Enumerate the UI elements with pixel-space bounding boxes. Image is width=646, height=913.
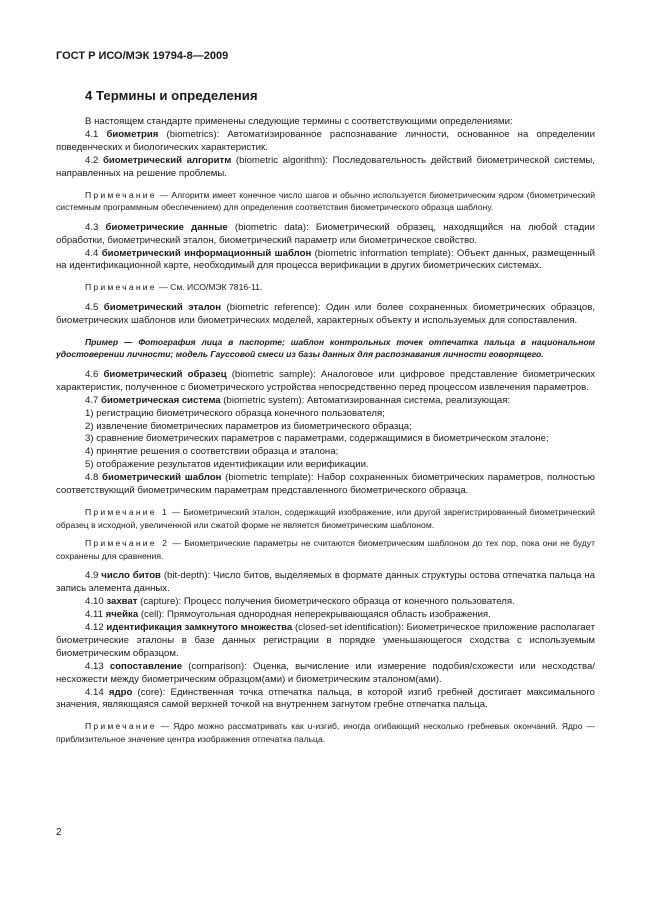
note-4-8-2 bbox=[56, 537, 595, 562]
term-number: 4.9 bbox=[85, 570, 102, 582]
term-name: биометрический информационный шаблон bbox=[101, 247, 312, 259]
example-4-5: Пример — Фотография лица в паспорте; шаблон контрольных точек отпечатка пальца в национальном удостоверении личности; модель Гауссовой смеси из базы данных для распознавания личности говорящего. bbox=[56, 336, 595, 360]
note-4-2 bbox=[56, 189, 595, 214]
term-name: число битов bbox=[101, 570, 161, 582]
term-4-6 bbox=[56, 369, 595, 395]
term-number: 4.8 bbox=[85, 472, 103, 484]
term-4-10 bbox=[56, 596, 595, 609]
term-number: 4.12 bbox=[85, 622, 107, 633]
term-4-12 bbox=[56, 622, 595, 661]
note-label: Примечание bbox=[85, 189, 157, 200]
term-number: 4.4 bbox=[85, 247, 102, 259]
term-definition: (core): Единственная точка отпечатка пальца, в которой изгиб гребней достигает максимального значения, являющаяся самой верхней точкой на внутреннем загнутом гребне отпечатка пальца. bbox=[56, 686, 595, 711]
term-name: идентификация замкнутого множества bbox=[106, 622, 293, 633]
term-definition: (biometric algorithm): Последовательность действий биометрической системы, направленных на решение проблемы. bbox=[56, 154, 595, 179]
term-definition: (closed-set identification): Биометрическое приложение располагает биометрические эталоны в базе данных регистрации в порядке уменьшающегося сходства с используемым биометрическим образцом. bbox=[56, 622, 595, 659]
term-4-2 bbox=[56, 155, 595, 181]
term-name: биометрический алгоритм bbox=[102, 154, 232, 166]
list-item: 4) принятие решения о соответствии образца и эталона; bbox=[85, 446, 339, 458]
section-title: 4 Термины и определения bbox=[85, 88, 258, 103]
term-4-5 bbox=[56, 302, 595, 328]
term-number: 4.5 bbox=[85, 301, 104, 313]
note-label: Примечание 1 bbox=[85, 507, 169, 517]
term-number: 4.11 bbox=[85, 609, 106, 621]
term-4-9 bbox=[56, 570, 595, 596]
term-name: биометрические данные bbox=[105, 221, 228, 233]
term-name: биометрическая система bbox=[101, 394, 221, 406]
term-definition: (bit-depth): Число битов, выделяемых в формате данных структуры остова отпечатка пальца на запись элемента данных. bbox=[56, 570, 595, 595]
term-4-13 bbox=[56, 661, 595, 687]
intro-text: В настоящем стандарте применены следующие термины с соответствующими определениями: bbox=[85, 116, 513, 127]
term-name: биометрия bbox=[106, 128, 159, 140]
term-name: захват bbox=[106, 596, 138, 608]
note-label: Примечание bbox=[85, 721, 157, 732]
term-definition: (cell): Прямоугольная однородная неперекрывающаяся область изображения. bbox=[138, 609, 491, 621]
list-item: 1) регистрацию биометрического образца конечного пользователя; bbox=[85, 407, 385, 419]
list-item: 5) отображение результатов идентификации или верификации. bbox=[85, 459, 369, 471]
term-number: 4.2 bbox=[85, 154, 103, 166]
term-4-3 bbox=[56, 222, 595, 248]
term-number: 4.10 bbox=[85, 596, 107, 608]
note-4-8-1 bbox=[56, 506, 595, 531]
note-text: — Алгоритм имеет конечное число шагов и обычно используется биометрическим ядром (биометрический системным программным обеспечением) для определения соответствия биометрического образца шаблону. bbox=[56, 189, 595, 213]
term-4-8 bbox=[56, 472, 595, 498]
term-number: 4.1 bbox=[85, 128, 107, 140]
term-definition: (capture): Процесс получения биометрического образца от конечного пользователя. bbox=[137, 596, 515, 608]
term-definition: (biometric sample): Аналоговое или цифровое представление биометрических характеристик, полученное с биометрического устройства непосредственно перед процессом извлечения параметров. bbox=[56, 368, 595, 393]
term-definition: (biometric data): Биометрический образец, находящийся на любой стадии обработки, биометрический эталон, биометрический параметр или биометрическое свойство. bbox=[56, 221, 595, 246]
list-item: 3) сравнение биометрических параметров с параметрами, содержащимися в биометрическом эталоне; bbox=[85, 433, 549, 445]
term-name: биометрический образец bbox=[103, 368, 227, 380]
note-text: — Ядро можно рассматривать как u-изгиб, иногда огибающий несколько гребневых окончаний. Ядро — приблизительное значение центра изображения отпечатка пальца. bbox=[56, 721, 595, 744]
note-4-4 bbox=[56, 281, 595, 294]
note-4-14 bbox=[56, 720, 595, 745]
note-text: — Биометрические параметры не считаются биометрическим шаблоном до тех пор, пока они не будут сохранены для сравнения. bbox=[56, 538, 596, 561]
term-4-11 bbox=[56, 609, 595, 622]
term-definition: (biometric information template): Объект данных, размещенный на идентификационной карте, необходимый для процесса верификации в других биометрических системах. bbox=[56, 247, 595, 272]
term-definition: (biometric template): Набор сохраненных биометрических параметров, полностью соответствующий биометрическим параметрам представленного биометрического образца. bbox=[56, 472, 595, 497]
note-text: — Биометрический эталон, содержащий изображение, или другой зарегистрированный биометрический образец в исходной, увеличенной или сжатой форме не является биометрическим шаблоном. bbox=[56, 507, 595, 530]
term-definition: (biometric reference): Один или более сохраненных биометрических образцов, биометрических шаблонов или биометрических моделей, характерных объекту и используемых для сопоставления. bbox=[56, 301, 595, 326]
term-number: 4.13 bbox=[85, 660, 110, 672]
document-page bbox=[56, 50, 595, 746]
document-header: ГОСТ Р ИСО/МЭК 19794-8—2009 bbox=[56, 50, 229, 62]
page-number: 2 bbox=[56, 827, 62, 838]
term-4-14 bbox=[56, 687, 595, 713]
term-4-1 bbox=[56, 129, 595, 155]
term-number: 4.14 bbox=[85, 686, 109, 698]
term-definition: (biometric system): Автоматизированная система, реализующая: bbox=[220, 394, 511, 406]
term-name: ядро bbox=[108, 686, 133, 698]
note-label: Примечание 2 bbox=[85, 538, 170, 549]
term-4-4 bbox=[56, 248, 595, 274]
term-4-7 bbox=[56, 395, 595, 408]
term-name: биометрический эталон bbox=[103, 301, 222, 313]
term-number: 4.7 bbox=[85, 394, 102, 406]
note-text: — См. ИСО/МЭК 7816-11. bbox=[159, 282, 263, 293]
term-name: сопоставление bbox=[109, 660, 183, 672]
term-name: биометрический шаблон bbox=[102, 472, 222, 484]
term-name: ячейка bbox=[105, 609, 139, 621]
term-definition: (comparison): Оценка, вычисление или измерение подобия/схожести или несходства/несхожести между биометрическим образцом(ами) и биометрическим эталоном(ами). bbox=[56, 660, 595, 685]
list-item: 2) извлечение биометрических параметров из биометрического образца; bbox=[85, 420, 412, 432]
term-number: 4.3 bbox=[85, 221, 106, 233]
term-number: 4.6 bbox=[85, 368, 104, 380]
note-label: Примечание bbox=[85, 282, 157, 293]
term-definition: (biometrics): Автоматизированное распознавание личности, основанное на определении поведенческих и биологических характеристик. bbox=[56, 128, 595, 153]
